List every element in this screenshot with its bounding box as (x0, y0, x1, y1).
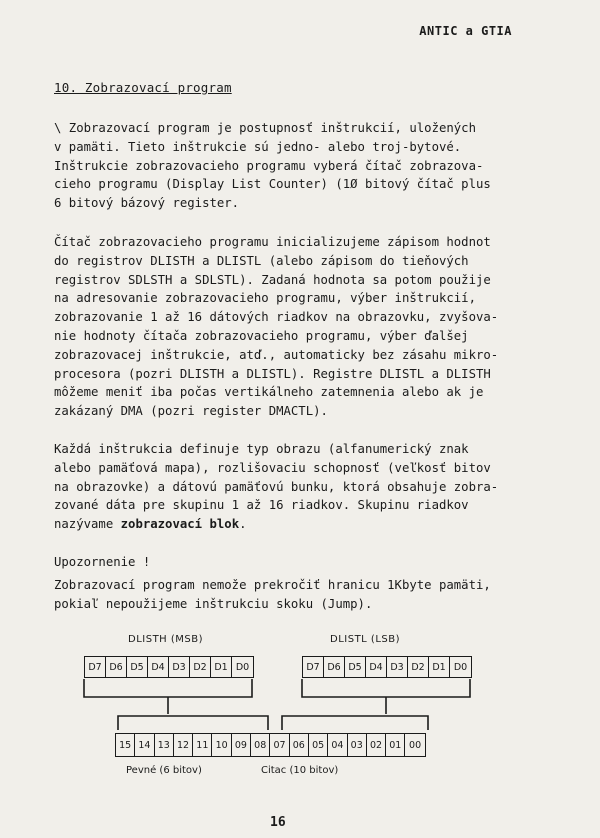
text-line: registrov SDLSTH a SDLSTL). Zadaná hodnota sa potom použije (54, 272, 491, 287)
text-line: zakázaný DMA (pozri register DMACTL). (54, 404, 328, 419)
running-header: ANTIC a GTIA (419, 24, 512, 38)
counter-bracket-right (282, 716, 428, 730)
text-line: alebo pamäťová mapa), rozlišovaciu schopnosť (veľkosť bitov (54, 460, 491, 475)
counter-bit: 08 (251, 734, 270, 756)
text-line: 6 bitový bázový register. (54, 196, 240, 211)
counter-bit: 03 (348, 734, 367, 756)
text-line: do registrov DLISTH a DLISTL (alebo zápisom do tieňových (54, 253, 469, 268)
counter-bit: 00 (409, 739, 422, 751)
text-line: zované dáta pre skupinu 1 až 16 riadkov. Skupinu riadkov (54, 498, 469, 513)
text-line: môžeme meniť iba počas vertikálneho zatemnenia alebo ak je (54, 385, 484, 400)
msb-bracket (84, 679, 252, 697)
dlistl-label: DLISTL (LSB) (330, 634, 401, 645)
text-fragment: nazývame (54, 517, 121, 532)
dlisth-label: DLISTH (MSB) (128, 634, 204, 645)
counter-bit: 06 (290, 734, 309, 756)
text-line: procesora (pozri DLISTH a DLISTL). Registre DLISTL a DLISTH (54, 366, 491, 381)
register-bit: D1 (211, 657, 232, 677)
text-line: pokiaľ nepoužijeme inštrukciu skoku (Jump). (54, 596, 373, 611)
register-bit: D4 (366, 657, 387, 677)
register-bit: D2 (408, 657, 429, 677)
text-line: na obrazovke) a dátovú pamäťovú bunku, ktorá obsahuje zobra- (54, 479, 499, 494)
text-line: Čítač zobrazovacieho programu inicializujeme zápisom hodnot (54, 235, 491, 249)
counter-bit: 01 (386, 734, 405, 756)
text-line: Inštrukcie zobrazovacieho programu vyberá čítač zobrazova- (54, 158, 484, 173)
text-line: zobrazovanie 1 až 16 dátových riadkov na obrazovku, zvyšova- (54, 310, 499, 325)
text-line: Zobrazovací program nemože prekročiť hranicu 1Kbyte pamäti, (54, 578, 491, 592)
counter-bit: 05 (309, 734, 328, 756)
counter-bit: 14 (135, 734, 154, 756)
counter-bit: 09 (232, 734, 251, 756)
register-bit: D1 (429, 657, 450, 677)
text-line: v pamäti. Tieto inštrukcie sú jedno- alebo troj-bytové. (54, 139, 462, 154)
register-bit: D6 (324, 657, 345, 677)
note-title: Upozornenie ! (54, 555, 151, 569)
fixed-bits-caption: Pevné (6 bitov) (126, 765, 202, 776)
register-bit: D0 (235, 661, 250, 673)
register-bit: D2 (190, 657, 211, 677)
text-line: cieho programu (Display List Counter) (1Ø bitový čítač plus (54, 177, 491, 192)
counter-bit: 02 (367, 734, 386, 756)
display-list-counter (115, 733, 426, 757)
register-bit: D0 (453, 661, 468, 673)
register-bit: D3 (169, 657, 190, 677)
register-bit: D4 (148, 657, 169, 677)
text-line: Každá inštrukcia definuje typ obrazu (alfanumerický znak (54, 442, 469, 456)
counter-bit: 12 (174, 734, 193, 756)
text-line: \ Zobrazovací program je postupnosť inštrukcií, uložených (54, 121, 476, 135)
register-bit: D5 (345, 657, 366, 677)
text-line: na adresovanie zobrazovacieho programu, výber inštrukcií, (54, 291, 476, 306)
register-bit: D7 (85, 657, 106, 677)
section-title: 10. Zobrazovací program (54, 80, 232, 95)
text-fragment: . (239, 517, 247, 532)
page-number: 16 (270, 815, 286, 830)
counter-bit: 10 (212, 734, 231, 756)
register-bit: D5 (127, 657, 148, 677)
counter-bracket-left (118, 716, 268, 730)
lsb-bracket (302, 679, 470, 697)
counter-bits-caption: Citac (10 bitov) (261, 765, 339, 776)
register-bit: D7 (303, 657, 324, 677)
counter-bit: 11 (193, 734, 212, 756)
counter-bit: 13 (155, 734, 174, 756)
counter-bit: 15 (116, 734, 135, 756)
counter-bit: 04 (328, 734, 347, 756)
register-bit: D6 (106, 657, 127, 677)
text-line: zobrazovacej inštrukcie, atď., automaticky bez zásahu mikro- (54, 347, 499, 362)
emphasized-term: zobrazovací blok (120, 517, 240, 532)
text-line: nie hodnoty čítača zobrazovacieho programu, výber ďalšej (54, 328, 469, 343)
register-bit: D3 (387, 657, 408, 677)
counter-bit: 07 (270, 734, 289, 756)
